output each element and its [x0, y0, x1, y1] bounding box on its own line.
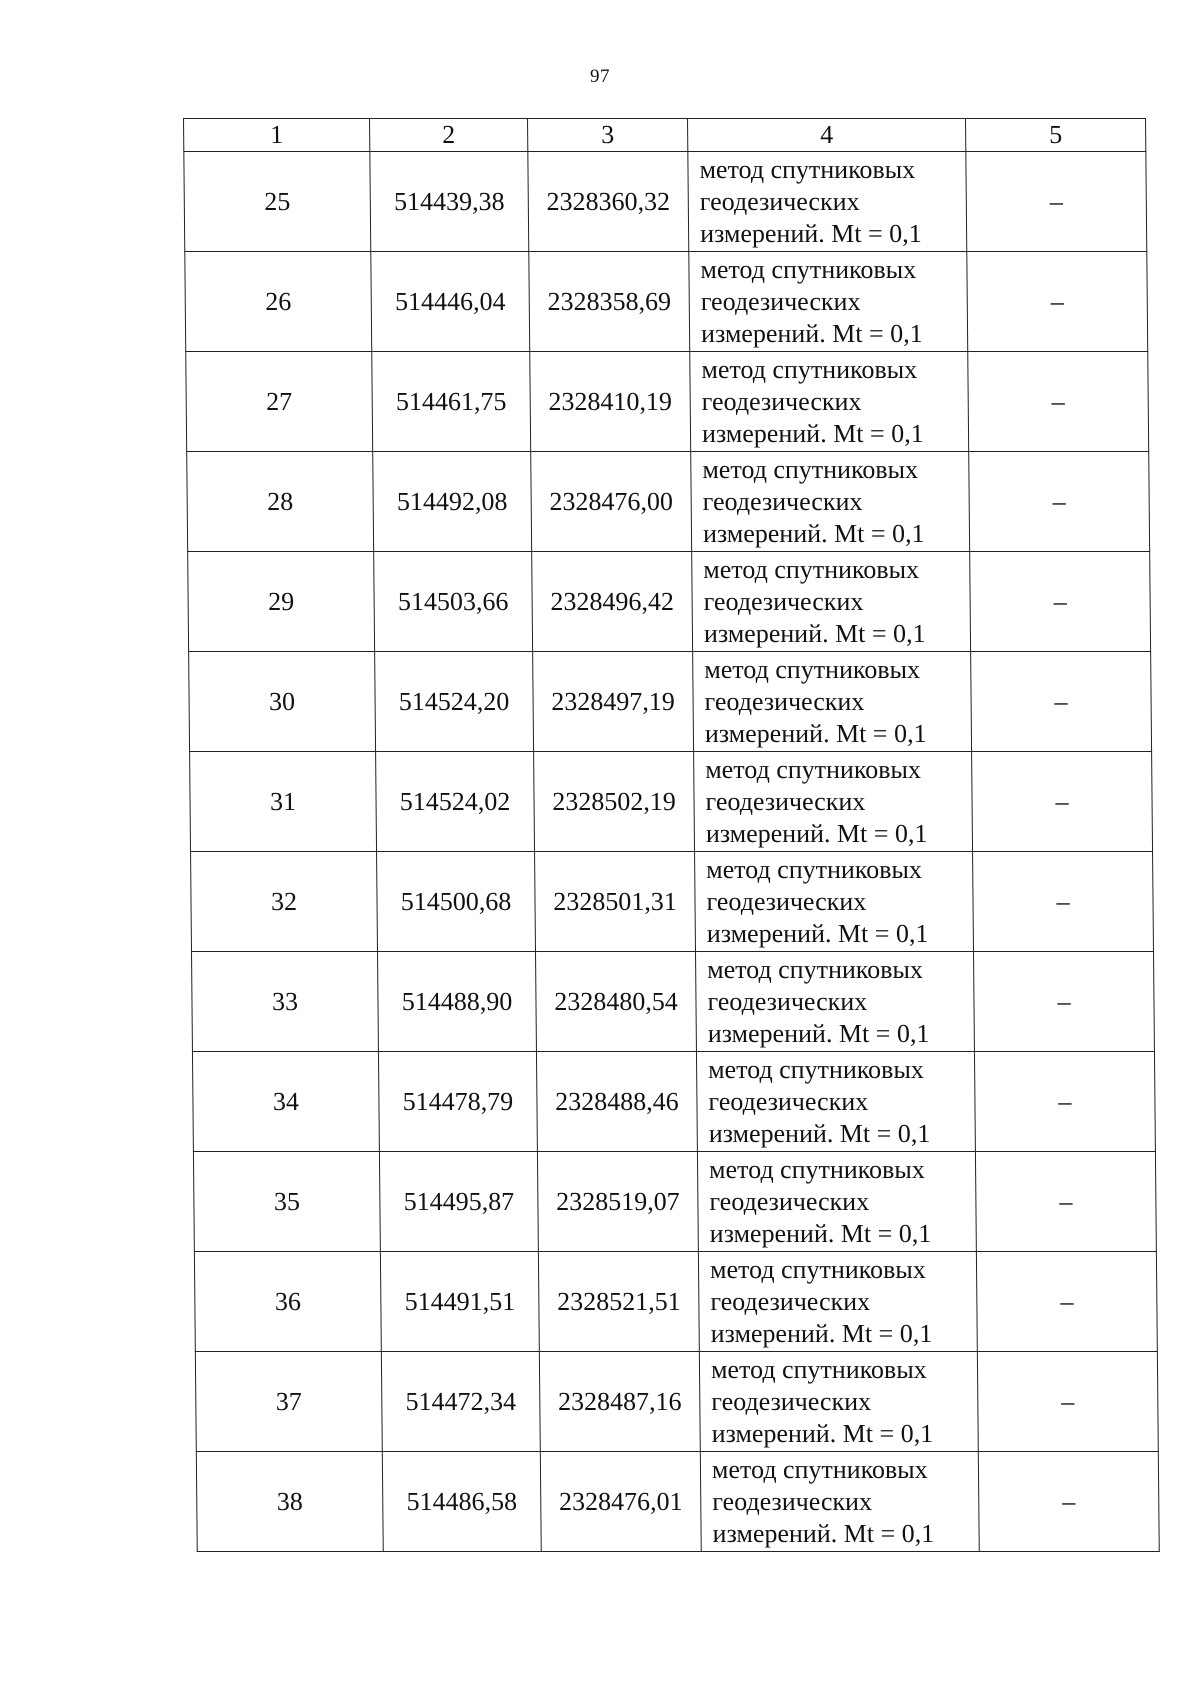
method-text-line: геодезических [705, 786, 866, 816]
method-text-line: геодезических [706, 886, 867, 916]
note-cell: – [977, 1352, 1158, 1452]
method-text-line: геодезических [703, 586, 864, 616]
method-text-line: геодезических [711, 1386, 872, 1416]
x-coordinate-cell: 514495,87 [379, 1152, 538, 1252]
method-text-line: геодезических [700, 286, 861, 316]
table-row [191, 852, 1154, 952]
method-description-cell [699, 1352, 978, 1452]
method-description-cell [695, 852, 974, 952]
method-text-line: метод спутниковых [711, 1454, 928, 1484]
x-coordinate-cell: 514472,34 [381, 1352, 540, 1452]
method-description-cell [690, 352, 969, 452]
method-text-line: метод спутниковых [706, 854, 923, 884]
note-cell: – [970, 552, 1151, 652]
point-number-cell: 34 [192, 1052, 379, 1152]
x-coordinate-cell: 514524,02 [376, 752, 535, 852]
column-header-3: 3 [528, 119, 688, 152]
method-text-line: измерений. Mt = 0,1 [699, 218, 922, 248]
point-number-cell: 38 [196, 1452, 383, 1552]
point-number-cell: 32 [191, 852, 378, 952]
method-text-line: геодезических [708, 1086, 869, 1116]
column-header-1: 1 [184, 119, 370, 152]
point-number-cell: 31 [190, 752, 377, 852]
x-coordinate-cell: 514492,08 [373, 452, 532, 552]
method-text-line: геодезических [704, 686, 865, 716]
y-coordinate-cell: 2328496,42 [532, 552, 693, 652]
note-cell: – [973, 852, 1154, 952]
method-text-line: геодезических [709, 1186, 870, 1216]
method-text-line: метод спутниковых [707, 1054, 924, 1084]
x-coordinate-cell: 514486,58 [382, 1452, 541, 1552]
y-coordinate-cell: 2328360,32 [528, 152, 689, 252]
point-number-cell: 28 [187, 452, 374, 552]
method-text-line: геодезических [699, 186, 860, 216]
y-coordinate-cell: 2328476,01 [540, 1452, 701, 1552]
method-description-cell [689, 252, 968, 352]
y-coordinate-cell: 2328488,46 [536, 1052, 697, 1152]
method-text-line: измерений. Mt = 0,1 [706, 918, 929, 948]
table-row [184, 152, 1147, 252]
x-coordinate-cell: 514446,04 [371, 252, 530, 352]
x-coordinate-cell: 514524,20 [375, 652, 534, 752]
column-header-5: 5 [966, 119, 1146, 152]
x-coordinate-cell: 514488,90 [378, 952, 537, 1052]
x-coordinate-cell: 514503,66 [374, 552, 533, 652]
method-text-line: геодезических [701, 386, 862, 416]
x-coordinate-cell: 514491,51 [380, 1252, 539, 1352]
method-description-cell [700, 1452, 979, 1552]
y-coordinate-cell: 2328487,16 [539, 1352, 700, 1452]
method-text-line: измерений. Mt = 0,1 [712, 1518, 935, 1548]
point-number-cell: 26 [185, 252, 372, 352]
y-coordinate-cell: 2328519,07 [537, 1152, 698, 1252]
method-text-line: метод спутниковых [699, 154, 916, 184]
note-cell: – [966, 152, 1147, 252]
point-number-cell: 30 [189, 652, 376, 752]
method-text-line: геодезических [707, 986, 868, 1016]
coordinates-table-container [183, 118, 1159, 1552]
y-coordinate-cell: 2328410,19 [530, 352, 691, 452]
table-header-row [184, 119, 1146, 152]
method-text-line: измерений. Mt = 0,1 [710, 1318, 933, 1348]
method-description-cell [688, 152, 967, 252]
table-row [185, 252, 1148, 352]
y-coordinate-cell: 2328521,51 [538, 1252, 699, 1352]
method-text-line: метод спутниковых [702, 454, 919, 484]
table-row [193, 1152, 1156, 1252]
x-coordinate-cell: 514461,75 [372, 352, 531, 452]
table-row [190, 752, 1153, 852]
method-description-cell [692, 552, 971, 652]
method-text-line: измерений. Mt = 0,1 [705, 818, 928, 848]
method-description-cell [696, 952, 975, 1052]
method-text-line: геодезических [712, 1486, 873, 1516]
point-number-cell: 36 [194, 1252, 381, 1352]
method-text-line: метод спутниковых [701, 354, 918, 384]
y-coordinate-cell: 2328502,19 [534, 752, 695, 852]
table-body [184, 152, 1159, 1552]
column-header-4: 4 [688, 119, 966, 152]
note-cell: – [974, 1052, 1155, 1152]
x-coordinate-cell: 514439,38 [370, 152, 529, 252]
method-description-cell [693, 652, 972, 752]
method-description-cell [694, 752, 973, 852]
y-coordinate-cell: 2328480,54 [536, 952, 697, 1052]
table-row [196, 1452, 1159, 1552]
y-coordinate-cell: 2328501,31 [535, 852, 696, 952]
y-coordinate-cell: 2328497,19 [533, 652, 694, 752]
table-row [189, 652, 1152, 752]
note-cell: – [967, 252, 1148, 352]
table-row [194, 1252, 1157, 1352]
x-coordinate-cell: 514500,68 [377, 852, 536, 952]
note-cell: – [974, 952, 1155, 1052]
point-number-cell: 35 [193, 1152, 380, 1252]
method-text-line: метод спутниковых [700, 254, 917, 284]
point-number-cell: 33 [192, 952, 379, 1052]
table-row [195, 1352, 1158, 1452]
method-text-line: метод спутниковых [703, 554, 920, 584]
y-coordinate-cell: 2328476,00 [531, 452, 692, 552]
table-row [187, 452, 1150, 552]
note-cell: – [968, 352, 1149, 452]
method-text-line: измерений. Mt = 0,1 [708, 1118, 931, 1148]
method-text-line: метод спутниковых [709, 1254, 926, 1284]
method-description-cell [697, 1152, 976, 1252]
method-text-line: измерений. Mt = 0,1 [700, 318, 923, 348]
column-header-2: 2 [370, 119, 528, 152]
method-text-line: измерений. Mt = 0,1 [701, 418, 924, 448]
method-text-line: метод спутниковых [710, 1354, 927, 1384]
point-number-cell: 25 [184, 152, 371, 252]
method-text-line: геодезических [710, 1286, 871, 1316]
note-cell: – [978, 1452, 1159, 1552]
note-cell: – [969, 452, 1150, 552]
method-text-line: измерений. Mt = 0,1 [707, 1018, 930, 1048]
method-text-line: геодезических [702, 486, 863, 516]
note-cell: – [972, 752, 1153, 852]
method-text-line: метод спутниковых [705, 754, 922, 784]
method-description-cell [691, 452, 970, 552]
method-text-line: метод спутниковых [704, 654, 921, 684]
y-coordinate-cell: 2328358,69 [529, 252, 690, 352]
coordinates-table [183, 118, 1160, 1552]
method-text-line: измерений. Mt = 0,1 [703, 618, 926, 648]
table-row [192, 952, 1155, 1052]
page-number: 97 [590, 66, 610, 87]
table-row [186, 352, 1149, 452]
method-description-cell [698, 1252, 977, 1352]
method-text-line: метод спутниковых [707, 954, 924, 984]
point-number-cell: 27 [186, 352, 373, 452]
method-text-line: измерений. Mt = 0,1 [702, 518, 925, 548]
method-text-line: измерений. Mt = 0,1 [711, 1418, 934, 1448]
point-number-cell: 37 [195, 1352, 382, 1452]
x-coordinate-cell: 514478,79 [378, 1052, 537, 1152]
method-description-cell [696, 1052, 975, 1152]
point-number-cell: 29 [188, 552, 375, 652]
note-cell: – [975, 1152, 1156, 1252]
method-text-line: метод спутниковых [708, 1154, 925, 1184]
method-text-line: измерений. Mt = 0,1 [704, 718, 927, 748]
table-row [192, 1052, 1155, 1152]
note-cell: – [976, 1252, 1157, 1352]
note-cell: – [971, 652, 1152, 752]
table-row [188, 552, 1151, 652]
method-text-line: измерений. Mt = 0,1 [709, 1218, 932, 1248]
